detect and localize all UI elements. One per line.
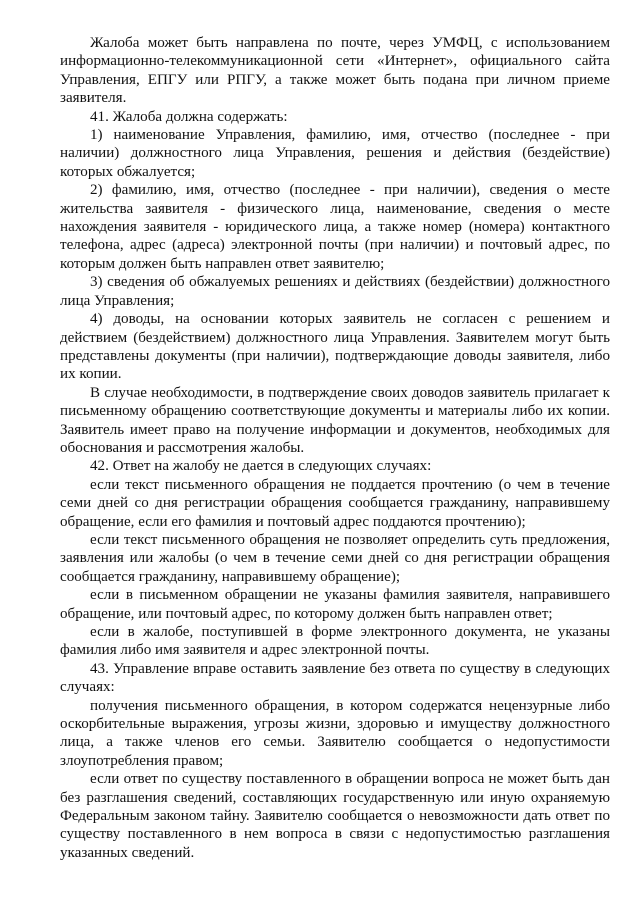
paragraph-42-case-unclear: если текст письменного обращения не позволяет определить суть предложения, заявления или жалобы (о чем в течение семи дней со дня регистрации обращения сообщается гражданину, направившему обращение); [60,531,610,585]
paragraph-complaint-channels: Жалоба может быть направлена по почте, через УМФЦ, с использованием информационно-телекоммуникационной сети «Интернет», официального сайта Управления, ЕПГУ или РПГУ, а также может быть подана при личном приеме заявителя. [60,35,610,107]
paragraph-42-case-no-name: если в письменном обращении не указаны фамилия заявителя, направившего обращение, или почтовый адрес, по которому должен быть направлен ответ; [60,587,610,622]
document-page [60,34,610,862]
paragraph-41-item-4: 4) доводы, на основании которых заявитель не согласен с решением и действием (бездействием) должностного лица Управления. Заявителем могут быть представлены документы (при наличии), подтверждающие доводы заявителя, либо их копии. [60,311,610,383]
paragraph-43-case-secret: если ответ по существу поставленного в обращении вопроса не может быть дан без разглашения сведений, составляющих государственную или иную охраняемую Федеральным законом тайну. Заявителю сообщается о невозможности дать ответ по существу поставленного в нем вопроса в связи с недопустимостью разглашения указанных сведений. [60,771,610,861]
paragraph-42-heading: 42. Ответ на жалобу не дается в следующих случаях: [90,458,432,475]
paragraph-41-item-3: 3) сведения об обжалуемых решениях и действиях (бездействии) должностного лица Управления; [60,274,610,309]
paragraph-42-case-unreadable: если текст письменного обращения не поддается прочтению (о чем в течение семи дней со дня регистрации обращения сообщается гражданину, направившему обращение, если его фамилия и почтовый адрес поддаются прочтению); [60,476,610,530]
paragraph-43-heading: 43. Управление вправе оставить заявление без ответа по существу в следующих случаях: [60,660,610,696]
paragraph-42-case-electronic: если в жалобе, поступившей в форме электронного документа, не указаны фамилия либо имя заявителя и адрес электронной почты. [60,624,610,659]
paragraph-41-item-1: 1) наименование Управления, фамилию, имя, отчество (последнее - при наличии) должностного лица Управления, решения и действия (бездействие) которых обжалуется; [60,127,610,180]
paragraph-supporting-documents: В случае необходимости, в подтверждение своих доводов заявитель прилагает к письменному обращению соответствующие документы и материалы либо их копии. Заявитель имеет право на получение информации и документов, необходимых для обоснования и рассмотрения жалобы. [60,384,610,456]
paragraph-43-case-offensive: получения письменного обращения, в котором содержатся нецензурные либо оскорбительные выражения, угрозы жизни, здоровью и имуществу должностного лица, а также членов его семьи. Заявителю сообщается о недопустимости злоупотребления правом; [60,697,610,769]
paragraph-41-heading: 41. Жалоба должна содержать: [90,108,288,125]
paragraph-41-item-2: 2) фамилию, имя, отчество (последнее - при наличии), сведения о месте жительства заявителя - физического лица, наименование, сведения о месте нахождения заявителя - юридического лица, а также номер (номера) контактного телефона, адрес (адреса) электронной почты (при наличии) и почтовый адрес, по которым должен быть направлен ответ заявителю; [60,182,610,272]
